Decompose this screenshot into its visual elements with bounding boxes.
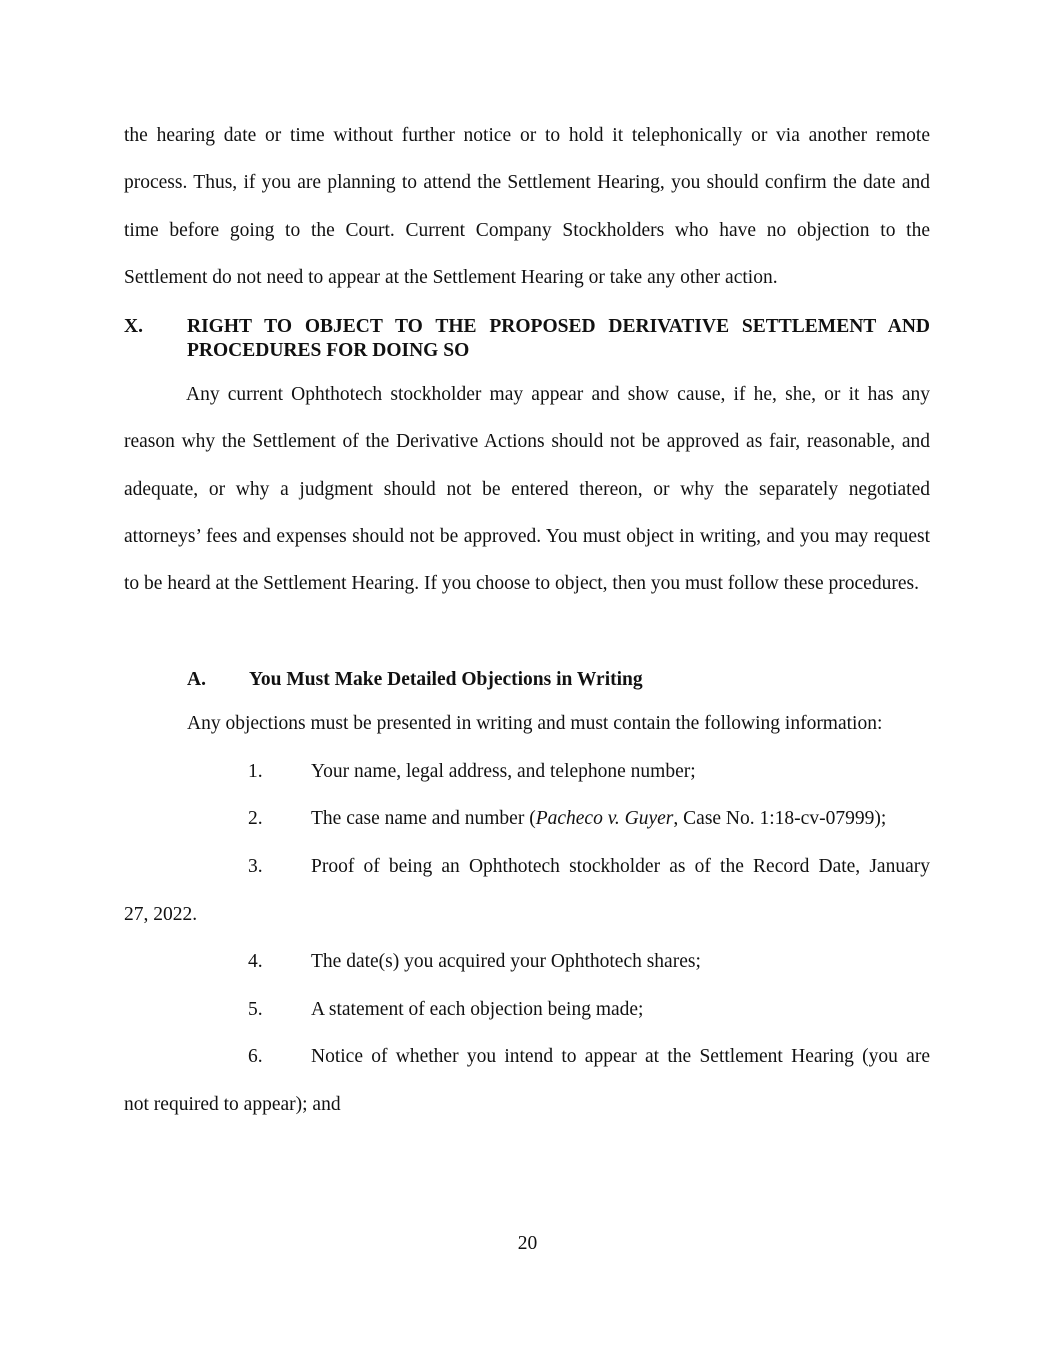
- intro-text: Any objections must be presented in writing and must contain the following information:: [187, 713, 883, 734]
- list-item-number: 5.: [248, 999, 263, 1020]
- list-item-number: 4.: [248, 951, 263, 972]
- list-item-continuation: not required to appear); and: [124, 1094, 341, 1115]
- subsection-title: You Must Make Detailed Objections in Writing: [249, 669, 643, 690]
- list-item-continuation: 27, 2022.: [124, 904, 198, 925]
- paragraph-text: the hearing date or time without further notice or to hold it telephonically or via another remote process. Thus, if you are planning to attend the Settlement Hearing, you should confirm the date and time before going to the Court. Current Company Stockholders who have no objection to the Settlement do not need to appear at the Settlement Hearing or take any other action.: [124, 125, 930, 288]
- page-number: 20: [517, 1233, 538, 1254]
- list-item: [248, 998, 930, 1022]
- list-item: [248, 760, 930, 784]
- list-item: [248, 950, 930, 974]
- paragraph-right-to-object: [124, 371, 930, 607]
- section-heading-x: [124, 315, 930, 363]
- subsection-heading-a: [187, 668, 643, 692]
- list-item-text: Your name, legal address, and telephone number;: [311, 761, 696, 782]
- list-item-text: A statement of each objection being made;: [311, 999, 644, 1020]
- list-item-number: 2.: [248, 808, 263, 829]
- objection-requirements-intro: [187, 712, 882, 736]
- subsection-letter: A.: [187, 669, 206, 690]
- list-item: [248, 1045, 930, 1069]
- paragraph-hearing-continuation: [124, 112, 930, 301]
- list-item-number: 1.: [248, 761, 263, 782]
- list-item-text-after: , Case No. 1:18-cv-07999);: [673, 808, 887, 829]
- paragraph-text: Any current Ophthotech stockholder may appear and show cause, if he, she, or it has any reason why the Settlement of the Derivative Actions should not be approved as fair, reasonable, and adequate, or why a judgment should not be entered thereon, or why the separately negotiated attorneys’ fees and expenses should not be approved. You must object in writing, and you may request to be heard at the Settlement Hearing. If you choose to object, then you must follow these procedures.: [124, 384, 930, 595]
- list-item-number: 6.: [248, 1046, 263, 1067]
- list-item: [248, 855, 930, 879]
- list-item-text: The date(s) you acquired your Ophthotech shares;: [311, 951, 701, 972]
- list-item-number: 3.: [248, 856, 263, 877]
- section-number: X.: [124, 316, 143, 337]
- list-item: [248, 807, 930, 831]
- list-item-text: [311, 808, 886, 829]
- case-name: Pacheco v. Guyer: [535, 808, 674, 829]
- list-item-text: Proof of being an Ophthotech stockholder as of the Record Date, January: [311, 856, 930, 877]
- section-title: RIGHT TO OBJECT TO THE PROPOSED DERIVATIVE SETTLEMENT AND PROCEDURES FOR DOING SO: [187, 316, 930, 361]
- list-item-text: Notice of whether you intend to appear at the Settlement Hearing (you are: [311, 1046, 930, 1067]
- list-item-text-before: The case name and number (: [311, 808, 536, 829]
